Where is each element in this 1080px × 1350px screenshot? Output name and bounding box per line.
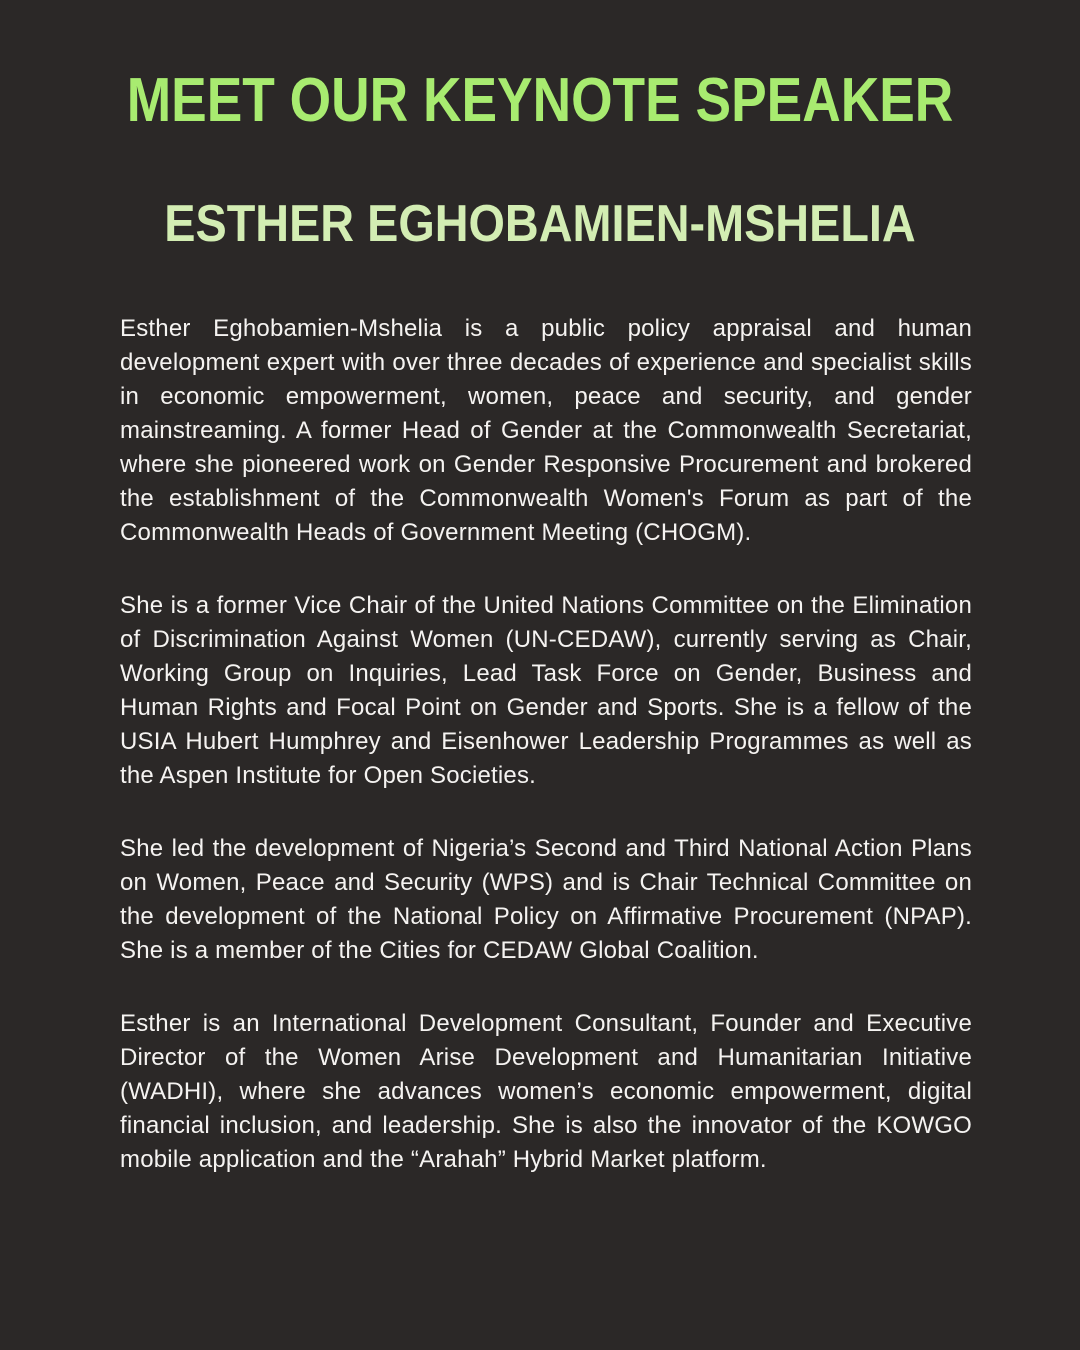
bio-paragraph-1: Esther Eghobamien-Mshelia is a public policy appraisal and human development expert with over three decades of experience and specialist skills in economic empowerment, women, peace and security, and gender mainstreaming. A former Head of Gender at the Commonwealth Secretariat, where she pioneered work on Gender Responsive Procurement and brokered the establishment of the Commonwealth Women's Forum as part of the Commonwealth Heads of Government Meeting (CHOGM). — [120, 315, 972, 546]
bio-paragraph-2: She is a former Vice Chair of the United Nations Committee on the Elimination of Discrimination Against Women (UN-CEDAW), currently serving as Chair, Working Group on Inquiries, Lead Task Force on Gender, Business and Human Rights and Focal Point on Gender and Sports. She is a fellow of the USIA Hubert Humphrey and Eisenhower Leadership Programmes as well as the Aspen Institute for Open Societies. — [120, 592, 972, 789]
speaker-bio — [120, 312, 972, 1177]
poster-title: MEET OUR KEYNOTE SPEAKER — [126, 66, 954, 135]
speaker-name: ESTHER EGHOBAMIEN-MSHELIA — [164, 195, 916, 253]
bio-paragraph-4: Esther is an International Development Consultant, Founder and Executive Director of the Women Arise Development and Humanitarian Initiative (WADHI), where she advances women’s economic empowerment, digital financial inclusion, and leadership. She is also the innovator of the KOWGO mobile application and the “Arahah” Hybrid Market platform. — [120, 1010, 972, 1173]
bio-paragraph-3: She led the development of Nigeria’s Second and Third National Action Plans on Women, Peace and Security (WPS) and is Chair Technical Committee on the development of the National Policy on Affirmative Procurement (NPAP). She is a member of the Cities for CEDAW Global Coalition. — [120, 835, 972, 964]
